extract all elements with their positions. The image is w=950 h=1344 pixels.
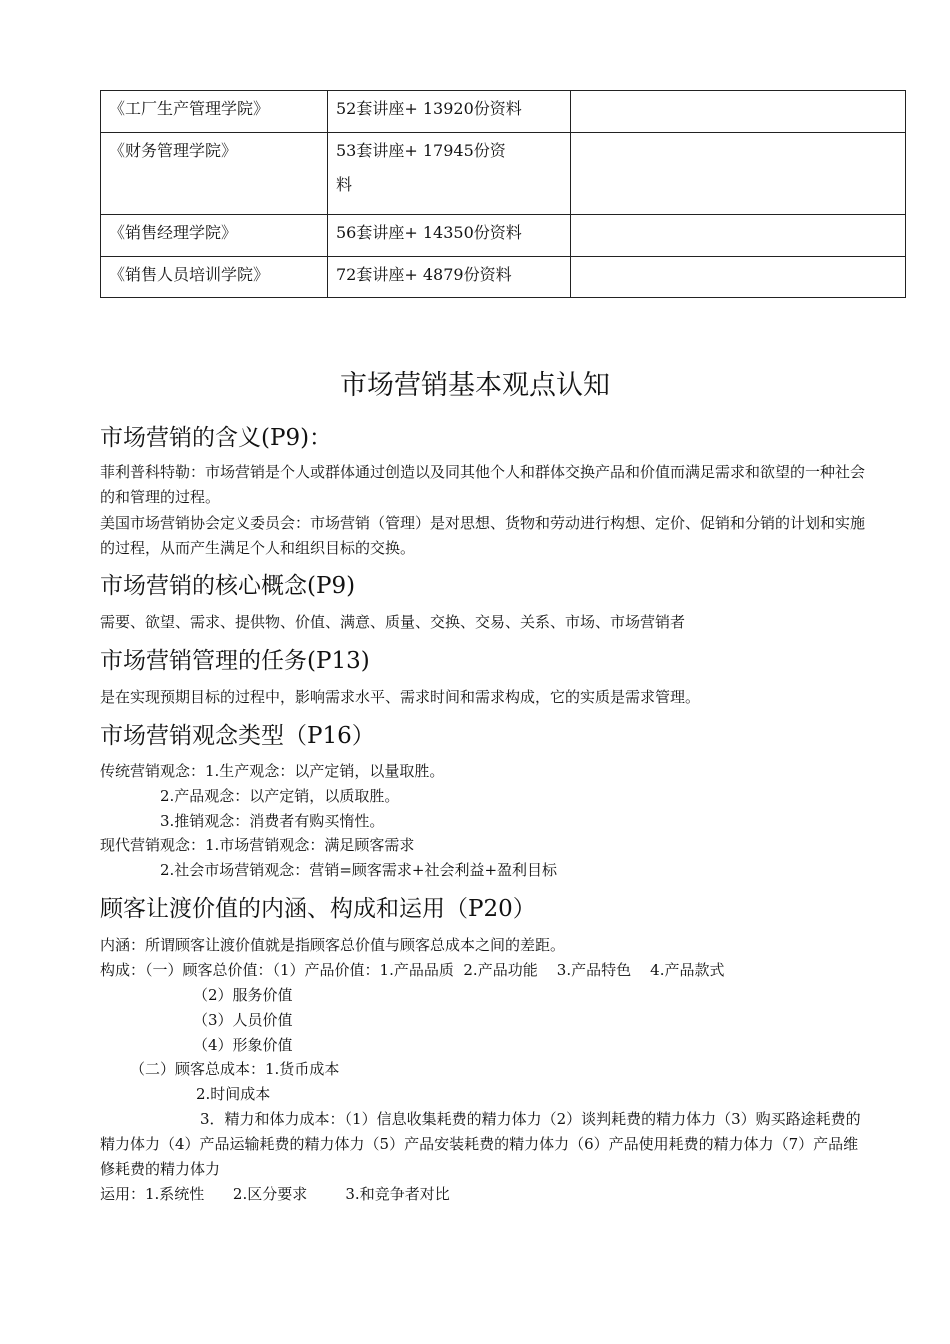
paragraph: 3．精力和体力成本：（1）信息收集耗费的精力体力（2）谈判耗费的精力体力（3）购买路途耗费的精力体力（4）产品运输耗费的精力体力（5）产品安装耗费的精力体力（6）产品使用耗费的精力体力（7）产品维修耗费的精力体力 (100, 1110, 861, 1178)
text-line: 3.推销观念：消费者有购买惰性。 (160, 812, 385, 830)
table-cell (571, 215, 906, 257)
table-cell: 《销售人员培训学院》 (101, 257, 328, 298)
text-line: （4）形象价值 (193, 1036, 293, 1054)
section-heading-core-concepts: 市场营销的核心概念(P9) (100, 573, 356, 599)
text-line: 构成：（一）顾客总价值：（1）产品价值：1.产品品质 2.产品功能 3.产品特色 4.产品款式 (100, 961, 725, 979)
paragraph: 菲利普科特勒：市场营销是个人或群体通过创造以及同其他个人和群体交换产品和价值而满足需求和欲望的一种社会的和管理的过程。 (100, 463, 866, 506)
text-line: 2.时间成本 (196, 1085, 271, 1103)
text-line: 2.产品观念：以产定销，以质取胜。 (160, 787, 400, 805)
table-cell (571, 133, 906, 215)
table-cell: 《财务管理学院》 (101, 133, 328, 215)
table-cell: 72套讲座+ 4879份资料 (328, 257, 571, 298)
text-line: （3）人员价值 (193, 1011, 293, 1029)
text-line: （二）顾客总成本：1.货币成本 (130, 1060, 340, 1078)
section-heading-tasks: 市场营销管理的任务(P13) (100, 648, 370, 674)
section-heading-meaning: 市场营销的含义(P9)： (100, 425, 333, 451)
document-title: 市场营销基本观点认知 (340, 370, 610, 401)
paragraph: 需要、欲望、需求、提供物、价值、满意、质量、交换、交易、关系、市场、市场营销者 (100, 613, 686, 631)
table-cell: 《工厂生产管理学院》 (101, 91, 328, 133)
table-row (101, 257, 906, 298)
table-cell (571, 257, 906, 298)
text-line: 2.社会市场营销观念：营销=顾客需求+社会利益+盈利目标 (160, 861, 558, 879)
course-catalog-table (100, 90, 906, 298)
paragraph: 美国市场营销协会定义委员会：市场营销（管理）是对思想、货物和劳动进行构想、定价、促销和分销的计划和实施的过程，从而产生满足个人和组织目标的交换。 (100, 514, 866, 557)
cell-text-line: 料 (336, 175, 353, 194)
paragraph: 是在实现预期目标的过程中，影响需求水平、需求时间和需求构成，它的实质是需求管理。 (100, 688, 701, 706)
table-row (101, 91, 906, 133)
section-heading-concept-types: 市场营销观念类型（P16） (100, 723, 375, 749)
text-line: 内涵：所谓顾客让渡价值就是指顾客总价值与顾客总成本之间的差距。 (100, 936, 566, 954)
text-line: 传统营销观念：1.生产观念：以产定销，以量取胜。 (100, 762, 445, 780)
text-line: 运用：1.系统性 2.区分要求 3.和竞争者对比 (100, 1185, 450, 1203)
table-cell (571, 91, 906, 133)
table-cell: 56套讲座+ 14350份资料 (328, 215, 571, 257)
table-cell: 52套讲座+ 13920份资料 (328, 91, 571, 133)
table-row (101, 215, 906, 257)
table-row (101, 133, 906, 215)
cell-text-line: 53套讲座+ 17945份资 (336, 141, 506, 160)
table-cell: 《销售经理学院》 (101, 215, 328, 257)
section-heading-customer-value: 顾客让渡价值的内涵、构成和运用（P20） (100, 896, 536, 922)
text-line: 现代营销观念：1.市场营销观念：满足顾客需求 (100, 836, 415, 854)
text-line: （2）服务价值 (193, 986, 293, 1004)
table-cell (328, 133, 571, 215)
